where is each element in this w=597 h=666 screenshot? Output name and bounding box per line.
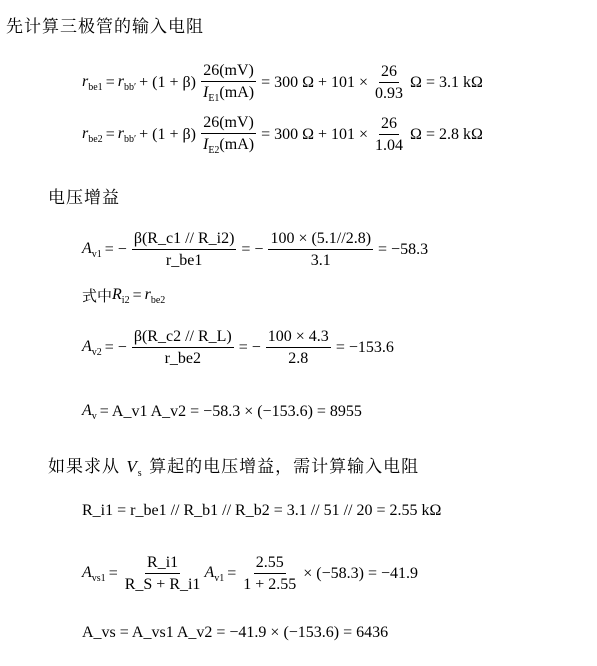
- equation-av: $A_v$ = A_v1 A_v2 = −58.3 × (−153.6) = 8955: [82, 402, 362, 422]
- fraction-numeric-av2: $\frac{100 \times 4.3}{2.8}$: [267, 328, 329, 368]
- av2-symbol: $A_{v2}$: [82, 338, 102, 359]
- fraction-numeric-avs1: $\frac{2.55}{1 + 2.55}$: [243, 554, 297, 594]
- plus-beta-term: + (1 + β): [139, 126, 196, 144]
- mid-expression: = 300 Ω + 101 ×: [261, 74, 369, 92]
- rbe1-symbol: $r_{be1}$: [82, 73, 103, 94]
- fraction-26mV-IE1: $\frac{26(mV)}{I_{E1}(mA)}$: [202, 62, 255, 105]
- heading-voltage-gain: 电压增益: [48, 188, 120, 208]
- equation-avs: A_vs = A_vs1 A_v2 = −41.9 × (−153.6) = 6436: [82, 624, 389, 641]
- fraction-ri1-rs-ri1: $\frac{R\_i1}{R\_S + R\_i1}$: [124, 554, 201, 594]
- fraction-26-104: $\frac{26}{1.04}$: [375, 115, 404, 155]
- fraction-26-093: $\frac{26}{0.93}$: [375, 63, 404, 103]
- fraction-beta-rc2-rl: $\frac{\beta(R\_c2 // R\_L)}{r\_be2}$: [133, 328, 232, 368]
- result-av2: = −153.6: [335, 339, 394, 357]
- note-ri2: 式中 $R_{i2}$ = $r_{be2}$: [82, 285, 166, 306]
- equation-avs1: $A_{vs1}$ = $\frac{R\_i1}{R\_S + R\_i1}$ $A_{v1}$ = $\frac{2.55}{1 + 2.55}$ × (−58.3) = −41.9: [82, 554, 419, 594]
- fraction-26mV-IE2: $\frac{26(mV)}{I_{E2}(mA)}$: [202, 114, 255, 157]
- equation-ri1: R_i1 = r_be1 // R_b1 // R_b2 = 3.1 // 51 // 20 = 2.55 kΩ: [82, 502, 442, 519]
- equation-rbe1: $r_{be1}$ = $r_{bb'}$ + (1 + β) $\frac{26(mV)}{I_{E1}(mA)}$ = 300 Ω + 101 × $\frac{26}{0.93}$ Ω = 3.1 kΩ: [82, 62, 483, 105]
- rbb-symbol: $r_{bb'}$: [117, 73, 137, 94]
- result-av1: = −58.3: [378, 241, 429, 259]
- result-rbe2: Ω = 2.8 kΩ: [410, 126, 483, 144]
- mid-expression: = 300 Ω + 101 ×: [261, 126, 369, 144]
- result-rbe1: Ω = 3.1 kΩ: [410, 74, 483, 92]
- equation-av2: $A_{v2}$ = − $\frac{\beta(R\_c2 // R\_L)}{r\_be2}$ = − $\frac{100 \times 4.3}{2.8}$ = −153.6: [82, 328, 394, 368]
- heading-source-gain: 如果求从 $V_s$ 算起的电压增益，需计算输入电阻: [48, 457, 420, 479]
- result-avs1: × (−58.3) = −41.9: [303, 565, 419, 583]
- av1-symbol: $A_{v1}$: [82, 240, 102, 261]
- equation-rbe2: $r_{be2}$ = $r_{bb'}$ + (1 + β) $\frac{26(mV)}{I_{E2}(mA)}$ = 300 Ω + 101 × $\frac{26}{1.04}$ Ω = 2.8 kΩ: [82, 114, 483, 157]
- fraction-beta-rc1-ri2: $\frac{\beta(R\_c1 // R\_i2)}{r\_be1}$: [133, 230, 235, 270]
- rbe2-symbol: $r_{be2}$: [82, 125, 103, 146]
- equation-av1: $A_{v1}$ = − $\frac{\beta(R\_c1 // R\_i2)}{r\_be1}$ = − $\frac{100 \times (5.1//2.8)}{3.1}$ = −58.3: [82, 230, 429, 270]
- plus-beta-term: + (1 + β): [139, 74, 196, 92]
- rbb-symbol: $r_{bb'}$: [117, 125, 137, 146]
- heading-input-resistance: 先计算三极管的输入电阻: [6, 17, 204, 37]
- fraction-numeric-av1: $\frac{100 \times (5.1//2.8)}{3.1}$: [270, 230, 372, 270]
